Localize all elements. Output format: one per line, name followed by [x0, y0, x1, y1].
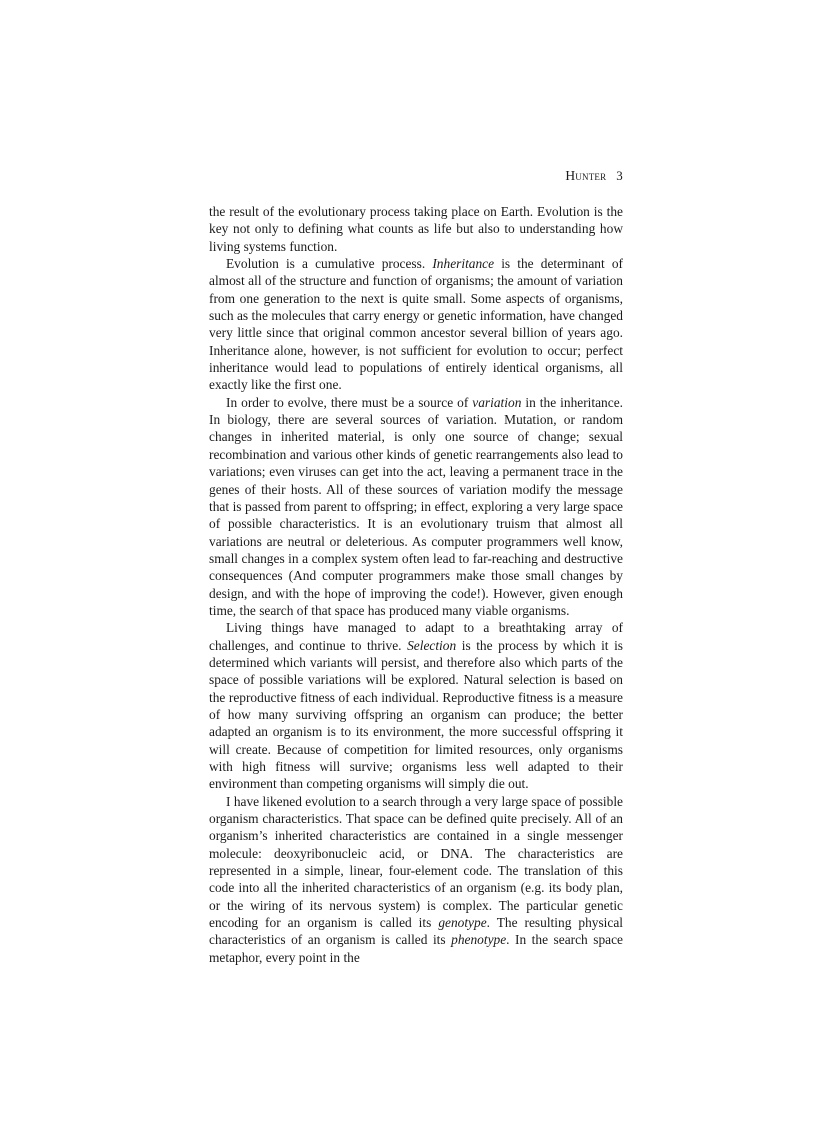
text-run: Evolution is a cumulative process. — [226, 256, 433, 272]
paragraph — [209, 394, 623, 619]
text-run: is the determinant of almost all of the structure and function of organisms; the amount of variation from one generation to the next is quite small. Some aspects of organisms, such as the molecules that carry energy or genetic information, have changed very little since that original common ancestor several billion of years ago. Inheritance alone, however, is not sufficient for evolution to occur; perfect inheritance would lead to populations of entirely identical organisms, all exactly like the first one. — [209, 256, 623, 393]
text-run: Living things have managed to adapt to a breathtaking array of challenges, and continue to thrive. — [209, 620, 623, 653]
paragraph — [209, 793, 623, 966]
term-phenotype: phenotype — [451, 932, 507, 948]
text-run: the result of the evolutionary process taking place on Earth. Evolution is the key not only to defining what counts as life but also to understanding how living systems function. — [209, 204, 623, 254]
running-header-author: Hunter — [565, 168, 607, 183]
text-run: I have likened evolution to a search through a very large space of possible organism characteristics. That space can be defined quite precisely. All of an organism’s inherited characteristics are contained in a single messenger molecule: deoxyribonucleic acid, or DNA. The characteristics are represented in a simple, linear, four-element code. The translation of this code into all the inherited characteristics of an organism (e.g. its body plan, or the wiring of its nervous system) is complex. The particular genetic encoding for an organism is called its — [209, 793, 623, 931]
page-number: 3 — [616, 168, 623, 183]
text-run: is the process by which it is determined which variants will persist, and therefore also which parts of the space of possible variations will be explored. Natural selection is based on the reproductive fitness of each individual. Reproductive fitness is a measure of how many surviving offspring an organism can produce; the better adapted an organism is to its environment, the more successful offspring it will create. Because of competition for limited resources, only organisms with high fitness will survive; organisms less well adapted to their environment than competing organisms will simply die out. — [209, 637, 624, 792]
text-run: In order to evolve, there must be a source of — [226, 394, 473, 410]
running-header — [209, 168, 623, 184]
paragraph — [209, 203, 623, 255]
term-variation: variation — [472, 394, 522, 410]
text-run: . The resulting physical characteristics of an organism is called its — [209, 915, 623, 948]
text-run: in the inheritance. In biology, there are several sources of variation. Mutation, or random changes in inherited material, is only one source of change; sexual recombination and various other kinds of genetic rearrangements also lead to variations; even viruses can get into the act, leaving a permanent trace in the genes of their hosts. All of these sources of variation modify the message that is passed from parent to offspring; in effect, exploring a very large space of possible characteristics. It is an evolutionary truism that almost all variations are neutral or deleterious. As computer programmers well know, small changes in a complex system often lead to far-reaching and destructive consequences (And computer programmers make those small changes by design, and with the hope of improving the code!). However, given enough time, the search of that space has produced many viable organisms. — [209, 394, 623, 618]
term-selection: Selection — [407, 637, 457, 653]
paragraph — [209, 619, 623, 792]
term-inheritance: Inheritance — [432, 256, 495, 272]
text-run: . In the search space metaphor, every point in the — [209, 932, 624, 965]
body-text — [209, 203, 623, 966]
paragraph — [209, 255, 623, 394]
term-genotype: genotype — [438, 915, 487, 931]
